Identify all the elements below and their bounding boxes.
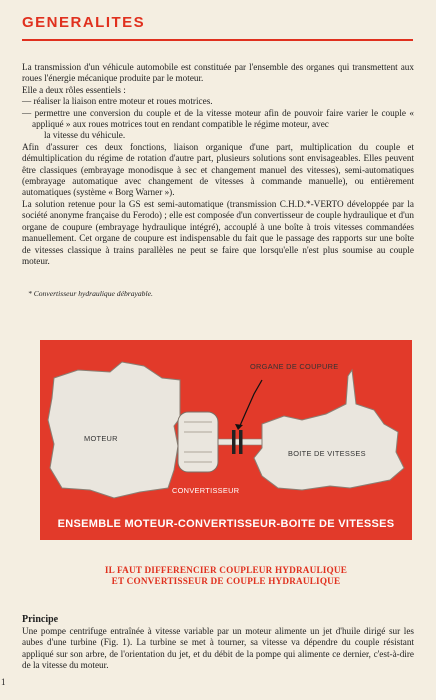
intro-paragraph: La solution retenue pour la GS est semi-automatique (transmission C.H.D.*-VERTO développée par la société anonyme française du Ferodo) ; elle est composée d'un convertisseur de couple hydraulique et d'un organe de coupure (embrayage hydraulique intégré), accouplé à une boîte à trois vitesses commandées manuellement. Cet organe de coupure est indispensable du fait que le passage des rapports sur une boîte de vitesses classique à trains parallèles ne peut se faire que lorsqu'elle n'est plus soumise au couple moteur. bbox=[22, 198, 414, 266]
clutch-plate bbox=[232, 430, 236, 454]
intro-bullet: — réaliser la liaison entre moteur et roues motrices. bbox=[22, 96, 213, 107]
clutch-plate bbox=[239, 430, 243, 454]
engine-block-shape bbox=[48, 362, 180, 498]
label-convertisseur: CONVERTISSEUR bbox=[172, 486, 240, 495]
page-title: GENERALITES bbox=[22, 14, 146, 31]
label-moteur: MOTEUR bbox=[84, 434, 118, 443]
principe-text: Une pompe centrifuge entraînée à vitesse variable par un moteur alimente un jet d'huile dirigé sur les aubes d'une turbine (Fig. 1). La turbine se met à tourner, sa vitesse va dépendre du couple résistant appliqué sur son arbre, de l'orientation du jet, et du débit de la pompe qui alimente ce dernier, c'est-à-dire de la vitesse du moteur. bbox=[22, 626, 414, 671]
organe-pointer-arrow bbox=[239, 380, 262, 428]
intro-bullet: — permettre une conversion du couple et de la vitesse moteur afin de pouvoir faire varier le couple « appliqué » aux roues motrices tout en rendant compatible le régime moteur, avec bbox=[22, 107, 414, 130]
subheading-line: ET CONVERTISSEUR DE COUPLE HYDRAULIQUE bbox=[111, 576, 341, 586]
title-rule bbox=[22, 39, 413, 41]
label-boite-de-vitesses: BOITE DE VITESSES bbox=[288, 449, 366, 458]
page-number: 1 bbox=[1, 677, 6, 687]
section-title-principe: Principe bbox=[22, 614, 59, 625]
intro-paragraph: La transmission d'un véhicule automobile est constituée par l'ensemble des organes qui transmettent aux roues l'énergie mécanique produite par le moteur. bbox=[22, 62, 414, 84]
intro-paragraph: Afin d'assurer ces deux fonctions, liaison organique d'une part, multiplication du couple et démultiplication du régime de rotation d'autre part, plusieurs solutions sont envisageables. Elles peuvent être classiques (embrayage monodisque à sec et changement manuel des vitesses), semi-automatiques (embrayage automatique avec changement de vitesses à commande manuelle), ou entièrement automatiques (système « Borg Warner »). bbox=[22, 141, 414, 198]
section-subheading bbox=[40, 565, 412, 587]
diagram-caption: ENSEMBLE MOTEUR-CONVERTISSEUR-BOITE DE VITESSES bbox=[57, 518, 395, 530]
footnote: * Convertisseur hydraulique débrayable. bbox=[28, 289, 153, 298]
transmission-diagram bbox=[40, 340, 412, 540]
intro-text bbox=[22, 62, 414, 267]
intro-paragraph: Elle a deux rôles essentiels : bbox=[22, 84, 126, 95]
label-organe-de-coupure: ORGANE DE COUPURE bbox=[250, 362, 339, 371]
converter-shape bbox=[178, 412, 218, 472]
intro-bullet-continuation: la vitesse du véhicule. bbox=[44, 130, 126, 141]
gearbox-shape bbox=[254, 370, 404, 490]
subheading-line: IL FAUT DIFFERENCIER COUPLEUR HYDRAULIQUE bbox=[104, 565, 348, 575]
